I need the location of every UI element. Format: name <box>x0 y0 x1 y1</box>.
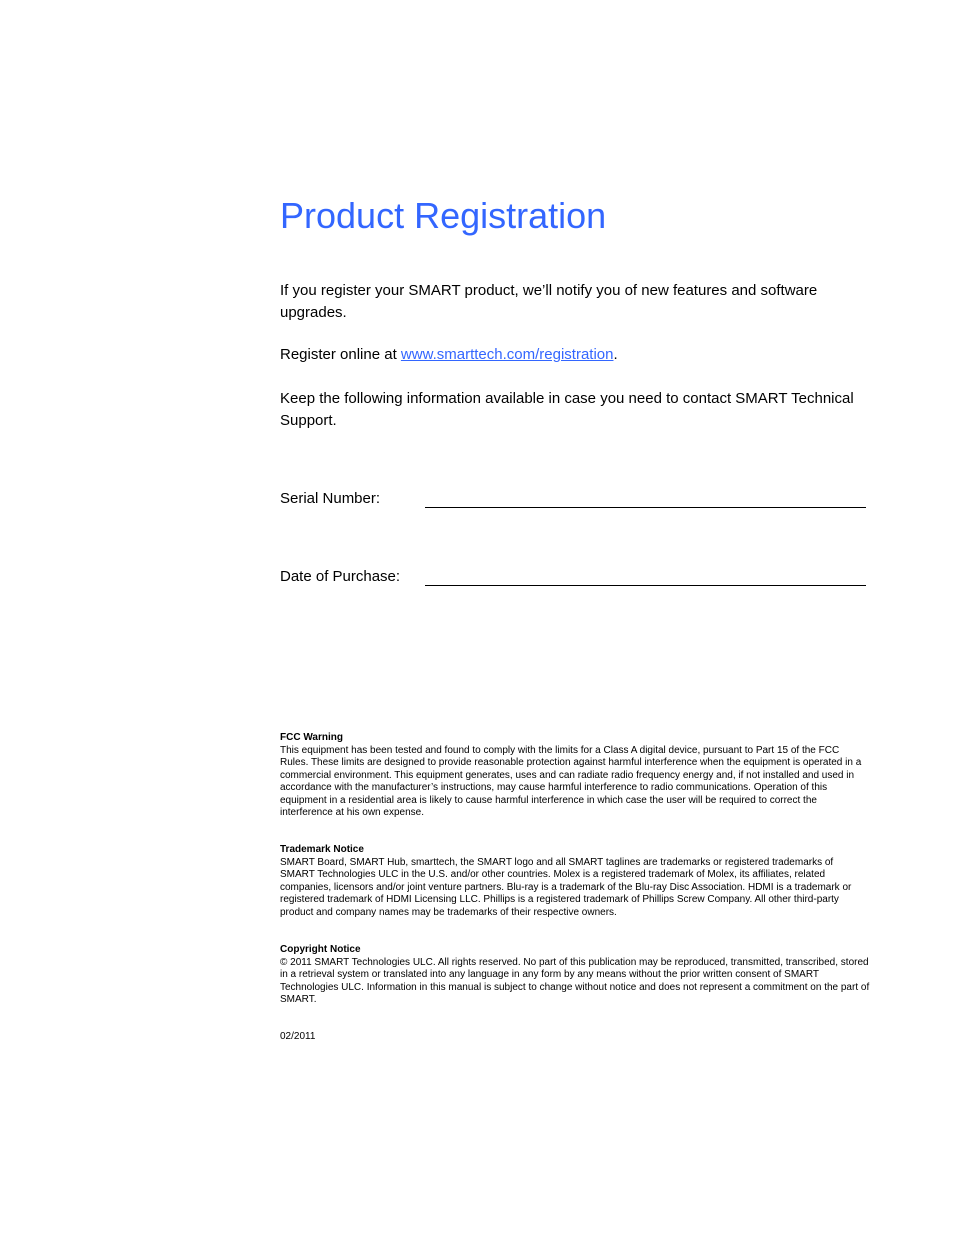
date-of-purchase-label: Date of Purchase: <box>280 568 401 585</box>
registration-link[interactable]: www.smarttech.com/registration <box>400 346 614 363</box>
trademark-notice-heading: Trademark Notice <box>280 844 364 855</box>
serial-number-blank-line <box>425 507 866 508</box>
register-paragraph <box>280 344 855 366</box>
date-of-purchase-field <box>280 566 866 588</box>
serial-number-label: Serial Number: <box>280 490 381 507</box>
trademark-notice-section <box>280 844 870 919</box>
trademark-notice-body: SMART Board, SMART Hub, smarttech, the SMART logo and all SMART taglines are trademarks or registered trademarks of SMART Technologies ULC in the U.S. and/or other countries. Molex is a registered trademark of Molex, its affiliates, related companies, licensors and/or joint venture partners. Blu-ray is a trademark of the Blu-ray Disc Association. HDMI is a trademark or registered trademark of HDMI Licensing LLC. Phillips is a registered trademark of Phillips Screw Company. All other third-party product and company names may be trademarks of their respective owners. <box>280 856 852 918</box>
fcc-warning-section <box>280 732 870 820</box>
date-of-purchase-blank-line <box>425 585 866 586</box>
register-suffix: . <box>613 346 618 363</box>
intro-paragraph: If you register your SMART product, we’ll notify you of new features and software upgrades. <box>280 282 818 321</box>
page-title: Product Registration <box>280 195 607 236</box>
copyright-notice-section <box>280 944 870 1007</box>
serial-number-field <box>280 488 866 510</box>
keep-info-paragraph: Keep the following information available in case you need to contact SMART Technical Support. <box>280 390 854 429</box>
copyright-notice-heading: Copyright Notice <box>280 944 361 955</box>
document-date-code: 02/2011 <box>280 1031 316 1042</box>
fcc-warning-body: This equipment has been tested and found to comply with the limits for a Class A digital device, pursuant to Part 15 of the FCC Rules. These limits are designed to provide reasonable protection against harmful interference when the equipment is operated in a commercial environment. This equipment generates, uses and can radiate radio frequency energy and, if not installed and used in accordance with the manufacturer’s instructions, may cause harmful interference to radio communications. Operation of this equipment in a residential area is likely to cause harmful interference in which case the user will be required to correct the interference at his own expense. <box>280 744 862 818</box>
copyright-notice-body: © 2011 SMART Technologies ULC. All rights reserved. No part of this publication may be reproduced, transmitted, transcribed, stored in a retrieval system or translated into any language in any form by any means without the prior written consent of SMART Technologies ULC. Information in this manual is subject to change without notice and does not represent a commitment on the part of SMART. <box>280 956 870 1005</box>
register-prefix: Register online at <box>280 346 401 363</box>
fcc-warning-heading: FCC Warning <box>280 732 343 743</box>
